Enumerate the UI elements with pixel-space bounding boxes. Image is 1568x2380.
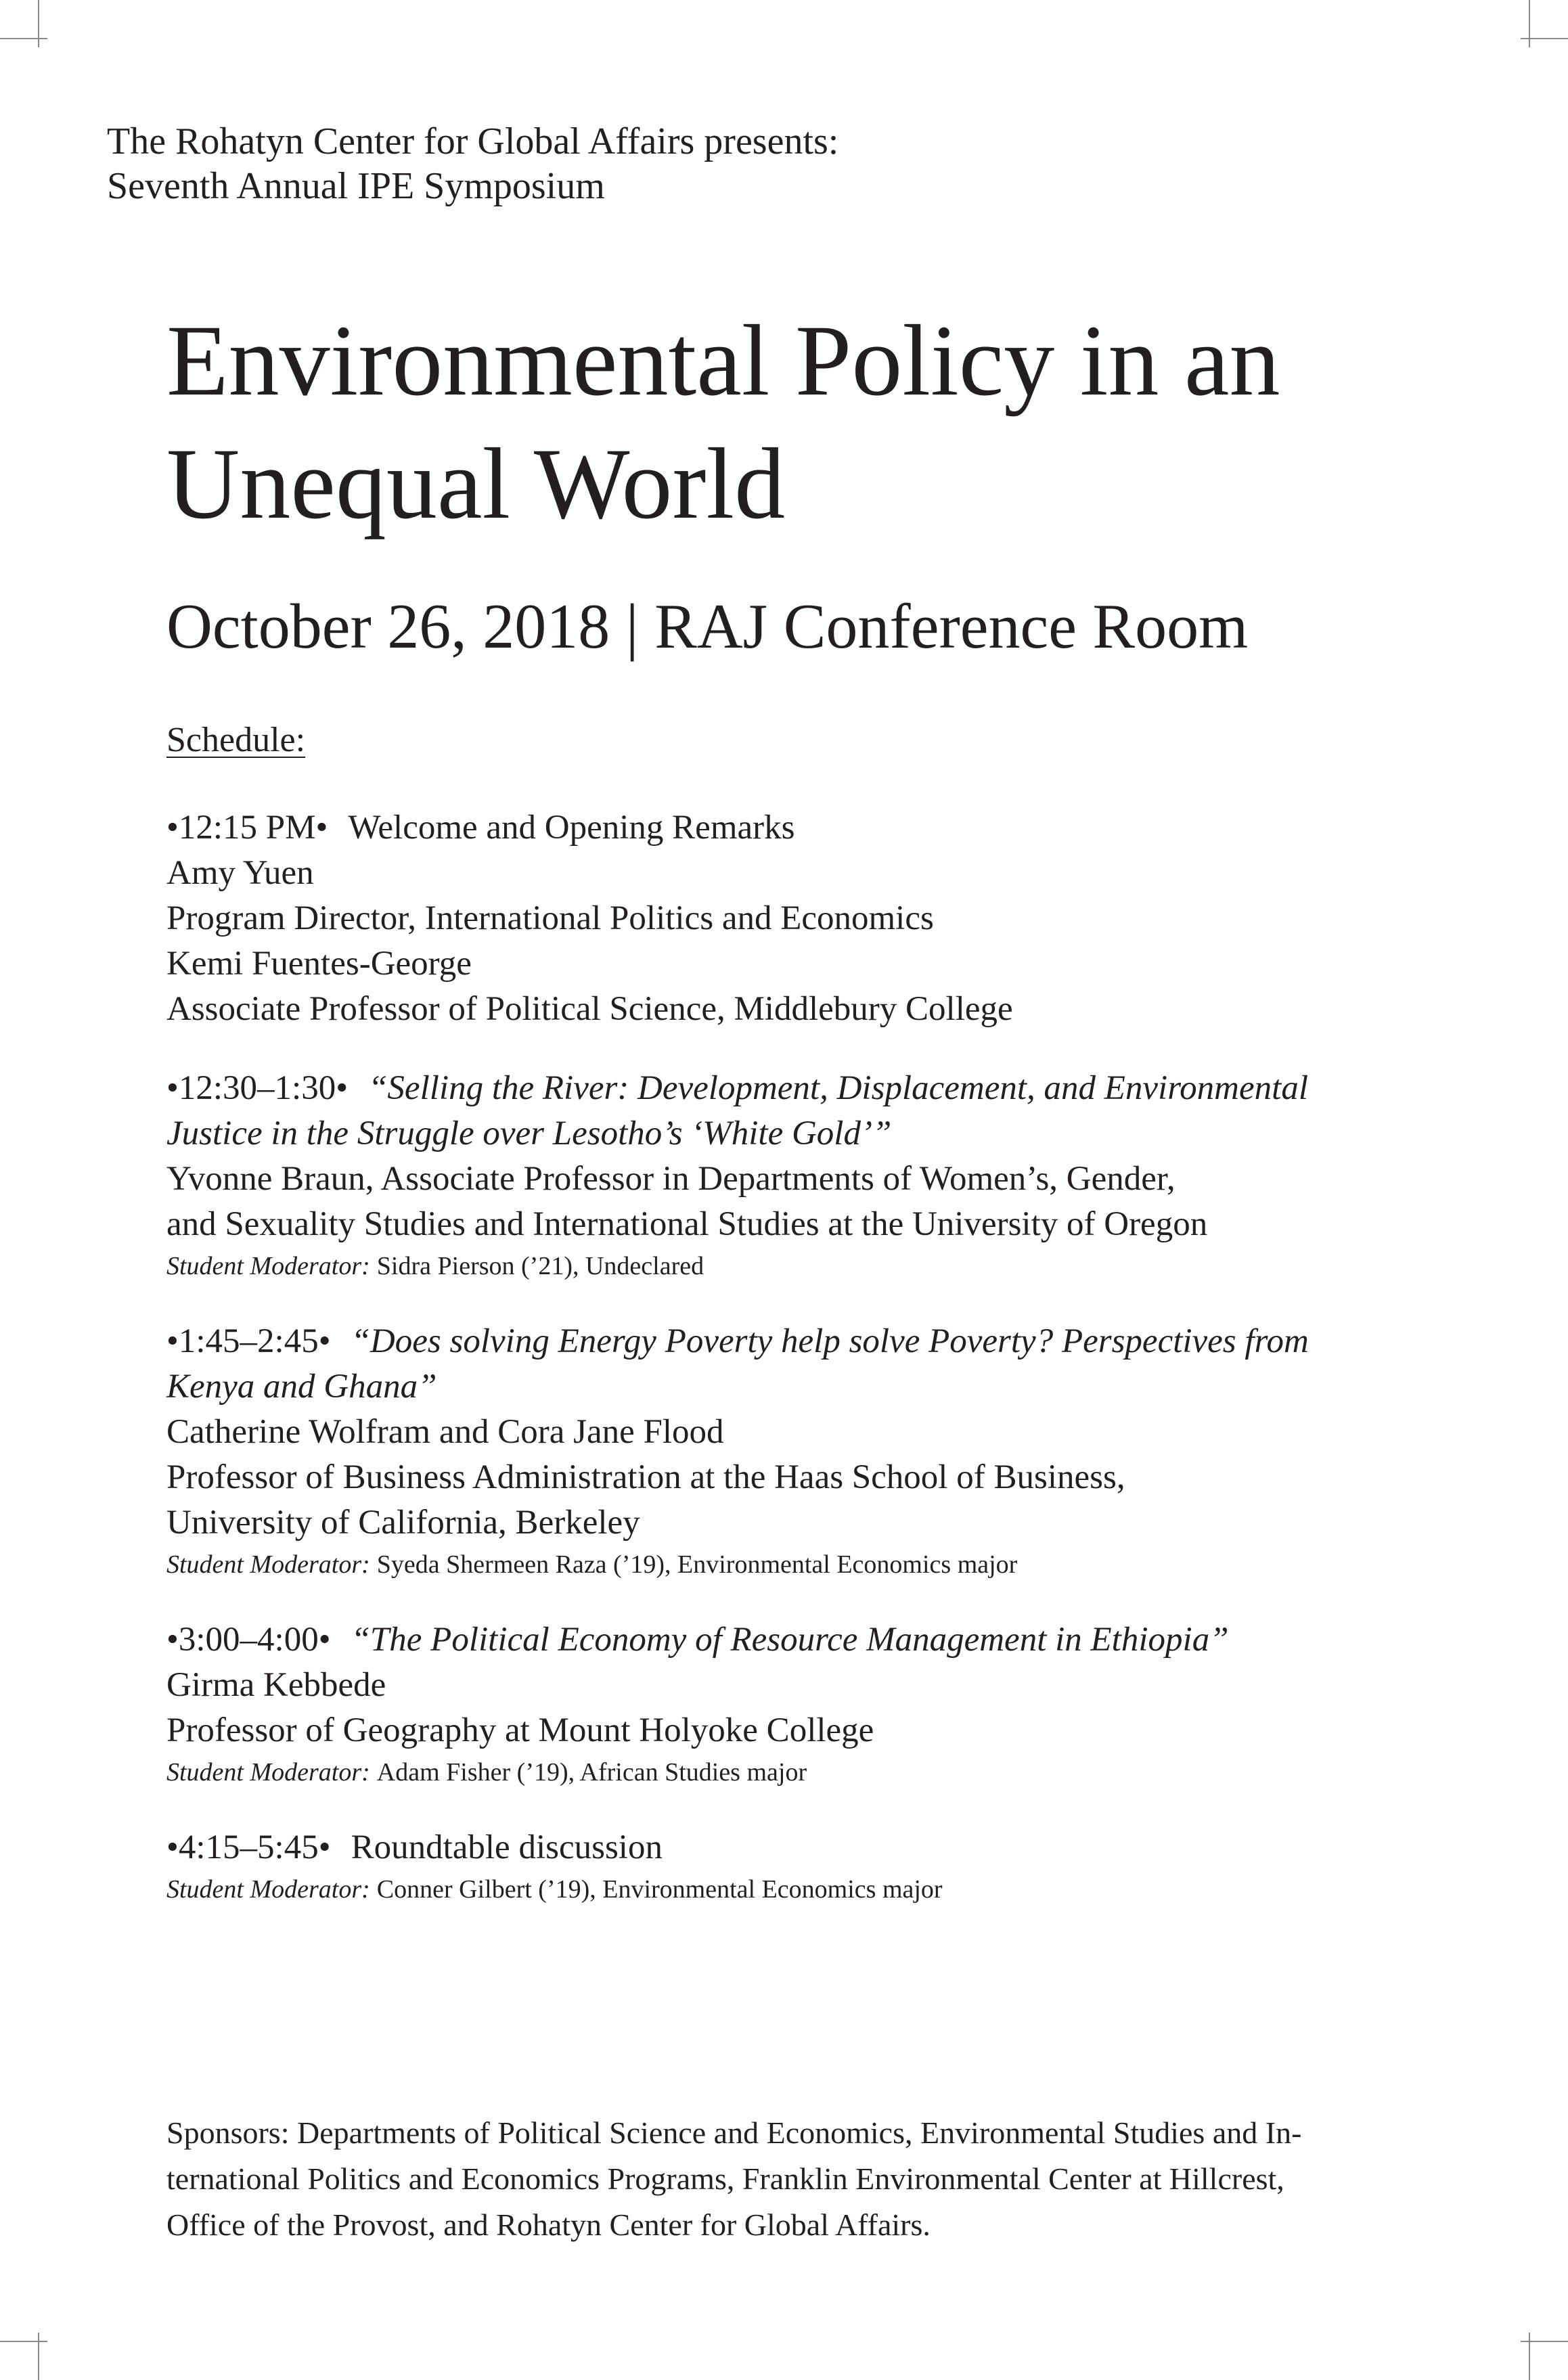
crop-mark-top-left-horizontal — [0, 38, 47, 39]
session-speaker-line: Kemi Fuentes-George — [166, 945, 472, 983]
moderator-name: Syeda Shermeen Raza (’19), Environmental Economics major — [376, 1550, 1018, 1579]
presenter-block — [107, 119, 838, 208]
moderator-name: Sidra Pierson (’21), Undeclared — [376, 1252, 704, 1280]
session-title-line — [166, 1825, 1425, 1870]
session-title: Kenya and Ghana” — [166, 1368, 437, 1406]
moderator-name: Conner Gilbert (’19), Environmental Economics major — [376, 1875, 943, 1904]
session-title-line — [166, 805, 1425, 851]
session-time: •3:00–4:00• — [166, 1621, 331, 1659]
moderator-label: Student Moderator: — [166, 1758, 370, 1787]
schedule-list — [166, 805, 1425, 1942]
crop-mark-top-right-horizontal — [1521, 38, 1568, 39]
session-speaker-line: Professor of Geography at Mount Holyoke College — [166, 1711, 874, 1749]
session-title-line — [166, 1364, 1425, 1410]
session-time: •12:15 PM• — [166, 809, 328, 847]
crop-mark-bottom-right-vertical — [1529, 2333, 1530, 2380]
event-title — [166, 299, 1280, 545]
session-title: Justice in the Struggle over Lesotho’s ‘White Gold’” — [166, 1115, 892, 1152]
crop-mark-bottom-left-horizontal — [0, 2341, 47, 2342]
session-moderator — [166, 1753, 1425, 1791]
session-title: “Does solving Energy Poverty help solve Poverty? Perspectives from — [351, 1322, 1309, 1360]
session-time: •4:15–5:45• — [166, 1828, 331, 1866]
session-title: Welcome and Opening Remarks — [348, 809, 795, 847]
session-speaker-line: Girma Kebbede — [166, 1666, 386, 1704]
schedule-heading: Schedule: — [166, 721, 306, 759]
session-title-line — [166, 1111, 1425, 1157]
sponsors-line: ternational Politics and Economics Programs, Franklin Environmental Center at Hillcrest, — [166, 2161, 1284, 2196]
schedule-session — [166, 1066, 1425, 1285]
session-title: “The Political Economy of Resource Management in Ethiopia” — [351, 1621, 1229, 1659]
sponsors-line: Office of the Provost, and Rohatyn Center for Global Affairs. — [166, 2207, 931, 2242]
session-moderator — [166, 1870, 1425, 1908]
sponsors-line: Sponsors: Departments of Political Science and Economics, Environmental Studies and In- — [166, 2115, 1302, 2150]
schedule-session — [166, 805, 1425, 1032]
session-title-line — [166, 1617, 1425, 1663]
session-speaker-line: Associate Professor of Political Science, Middlebury College — [166, 990, 1013, 1028]
moderator-label: Student Moderator: — [166, 1252, 370, 1280]
sponsors-block — [166, 2110, 1301, 2248]
schedule-session — [166, 1617, 1425, 1791]
session-speaker-line: University of California, Berkeley — [166, 1504, 640, 1542]
schedule-session — [166, 1319, 1425, 1584]
session-speaker-line: Amy Yuen — [166, 854, 314, 892]
schedule-session — [166, 1825, 1425, 1908]
moderator-label: Student Moderator: — [166, 1875, 370, 1904]
session-moderator — [166, 1546, 1425, 1584]
symposium-line: Seventh Annual IPE Symposium — [107, 165, 605, 207]
session-time: •1:45–2:45• — [166, 1322, 331, 1360]
session-title-line — [166, 1319, 1425, 1364]
presenter-line: The Rohatyn Center for Global Affairs presents: — [107, 120, 839, 162]
event-title-line-1: Environmental Policy in an — [166, 305, 1280, 417]
crop-mark-bottom-right-horizontal — [1521, 2341, 1568, 2342]
session-moderator — [166, 1247, 1425, 1285]
session-title: Roundtable discussion — [351, 1828, 663, 1866]
date-location: October 26, 2018 | RAJ Conference Room — [166, 591, 1249, 662]
session-title-line — [166, 1066, 1425, 1111]
moderator-name: Adam Fisher (’19), African Studies major — [376, 1758, 807, 1787]
session-time: •12:30–1:30• — [166, 1069, 349, 1107]
session-speaker-line: Catherine Wolfram and Cora Jane Flood — [166, 1413, 724, 1451]
session-speaker-line: and Sexuality Studies and International Studies at the University of Oregon — [166, 1205, 1208, 1243]
session-speaker-line: Yvonne Braun, Associate Professor in Departments of Women’s, Gender, — [166, 1160, 1175, 1198]
event-title-line-2: Unequal World — [166, 428, 786, 540]
crop-mark-top-right-vertical — [1529, 0, 1530, 47]
crop-mark-top-left-vertical — [38, 0, 39, 47]
moderator-label: Student Moderator: — [166, 1550, 370, 1579]
crop-mark-bottom-left-vertical — [38, 2333, 39, 2380]
session-speaker-line: Professor of Business Administration at the Haas School of Business, — [166, 1458, 1125, 1496]
session-speaker-line: Program Director, International Politics and Economics — [166, 899, 934, 937]
session-title: “Selling the River: Development, Displacement, and Environmental — [368, 1069, 1308, 1107]
